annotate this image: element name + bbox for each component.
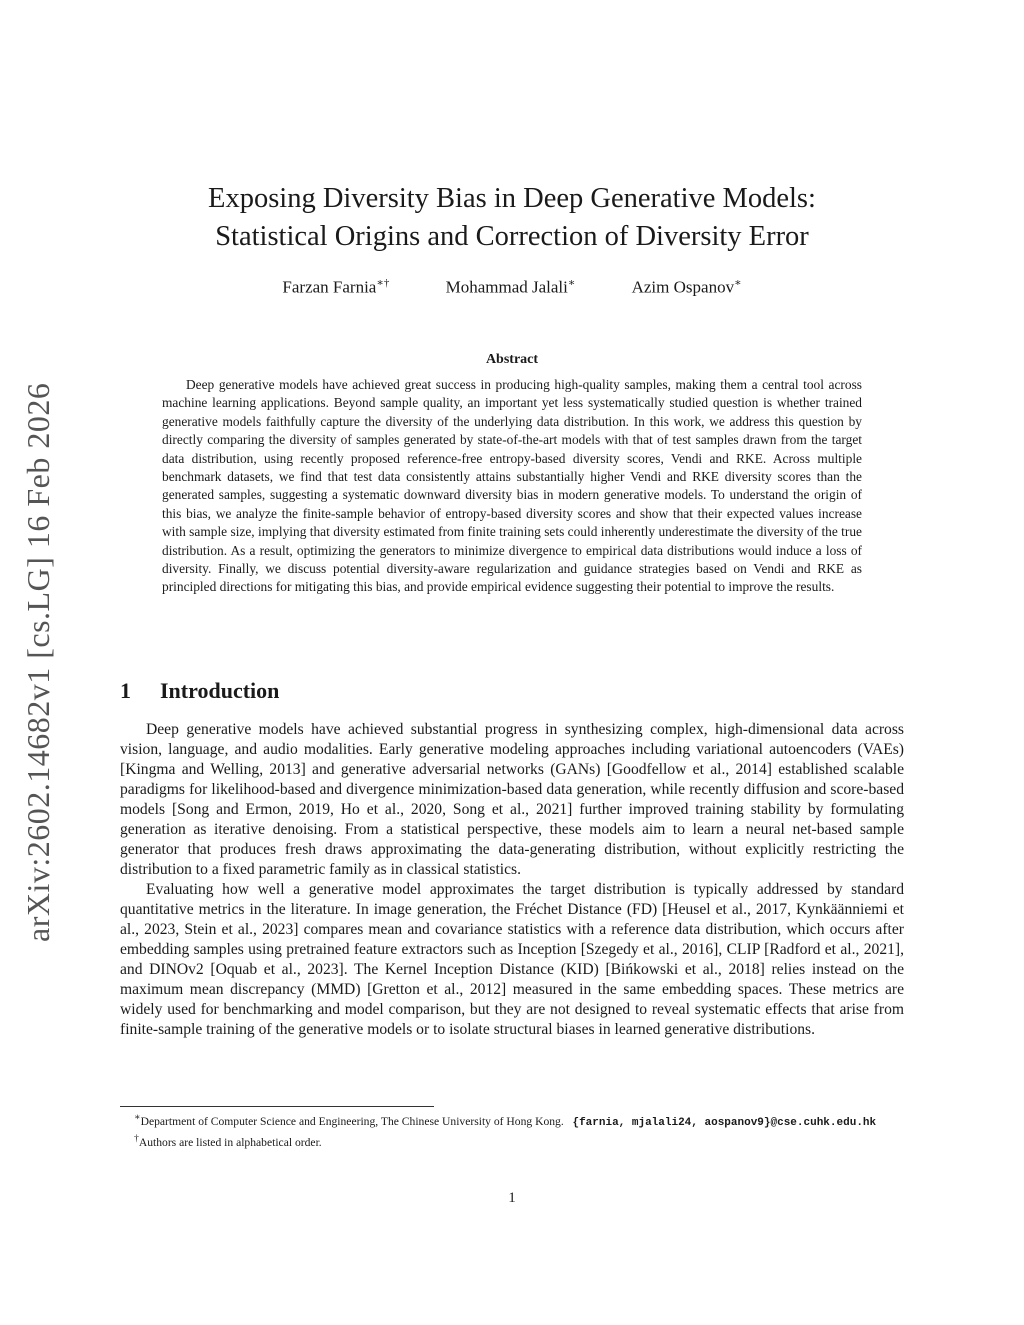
author-marks: ∗ [567, 277, 576, 289]
author-name: Azim Ospanov [631, 277, 735, 297]
author-name: Mohammad Jalali [445, 277, 568, 297]
author-list [0, 276, 1024, 298]
page-number: 1 [508, 1190, 516, 1206]
author-3 [632, 276, 742, 298]
introduction-body [120, 720, 904, 1040]
title-line-1: Exposing Diversity Bias in Deep Generative Models: [208, 183, 816, 214]
abstract-text: Deep generative models have achieved great success in producing high-quality samples, making them a central tool across machine learning applications. Beyond sample quality, an important yet less systematically studied question is whether trained generative models faithfully capture the diversity of the underlying data distribution. In this work, we address this question by directly comparing the diversity of samples generated by state-of-the-art models with that of test samples drawn from the target data distribution, using recently proposed reference-free entropy-based diversity scores, Vendi and RKE. Across multiple benchmark datasets, we find that test data consistently attains substantially higher Vendi and RKE diversity scores than the generated samples, suggesting a systematic downward diversity bias in modern generative models. To understand the origin of this bias, we analyze the finite-sample behavior of entropy-based diversity scores and show that their expected values increase with sample size, implying that diversity estimated from finite training sets could inherently underestimate the diversity of the true distribution. As a result, optimizing the generators to minimize divergence to empirical data distributions would induce a loss of diversity. Finally, we discuss potential diversity-aware regularization and guidance strategies based on Vendi and RKE as principled directions for mitigating this bias, and provide empirical evidence suggesting their potential to improve the results. [162, 377, 862, 595]
footnote-rule [120, 1106, 434, 1107]
section-number: 1 [120, 678, 131, 703]
footnotes [120, 1110, 904, 1150]
footnote-affiliation [120, 1110, 904, 1131]
footnote-order [120, 1131, 904, 1150]
abstract-heading: Abstract [485, 352, 539, 367]
title-line-2: Statistical Origins and Correction of Diversity Error [215, 221, 809, 252]
author-name: Farzan Farnia [282, 277, 377, 297]
paper-title [0, 180, 1024, 256]
section-heading [120, 678, 279, 704]
section-title: Introduction [160, 678, 280, 703]
arxiv-identifier-stamp: arXiv:2602.14682v1 [cs.LG] 16 Feb 2026 [20, 382, 56, 943]
footnote-emails: {farnia, mjalali24, aospanov9}@cse.cuhk.edu.hk [572, 1116, 877, 1129]
author-1 [282, 276, 389, 298]
footnote-order-text: Authors are listed in alphabetical order. [138, 1135, 322, 1149]
footnote-affiliation-text: Department of Computer Science and Engineering, The Chinese University of Hong Kong. [140, 1114, 564, 1128]
intro-paragraph-1: Deep generative models have achieved substantial progress in synthesizing complex, high-dimensional data across vision, language, and audio modalities. Early generative modeling approaches including variational autoencoders (VAEs) [Kingma and Welling, 2013] and generative adversarial networks (GANs) [Goodfellow et al., 2014] established scalable paradigms for likelihood-based and divergence minimization-based data generation, while recently diffusion and score-based models [Song and Ermon, 2019, Ho et al., 2020, Song et al., 2021] further improved training stability by formulating generation as iterative denoising. From a statistical perspective, these models aim to learn a neural net-based sample generator that produces fresh draws approximating the data-generating distribution, without explicitly restricting the distribution to a fixed parametric family as in classical statistics. [120, 721, 904, 878]
footnote-mark: † [134, 1132, 139, 1144]
author-2 [446, 276, 576, 298]
author-marks: ∗† [376, 277, 390, 289]
author-marks: ∗ [734, 277, 742, 289]
footnote-mark: ∗ [134, 1112, 141, 1123]
intro-paragraph-2: Evaluating how well a generative model approximates the target distribution is typically addressed by standard quantitative metrics in the literature. In image generation, the Fréchet Distance (FD) [Heusel et al., 2017, Kynkäänniemi et al., 2023, Stein et al., 2023] compares mean and covariance statistics with a reference data distribution, which occurs after embedding samples using pretrained feature extractors such as Inception [Szegedy et al., 2016], CLIP [Radford et al., 2021], and DINOv2 [Oquab et al., 2023]. The Kernel Inception Distance (KID) [Bińkowski et al., 2018] relies instead on the maximum mean discrepancy (MMD) [Gretton et al., 2012] measured in the same embedding spaces. These metrics are widely used for benchmarking and model comparison, but they are not designed to reveal systematic effects that arise from finite-sample training of the generative models or to isolate structural biases in learned generative distributions. [120, 881, 904, 1038]
